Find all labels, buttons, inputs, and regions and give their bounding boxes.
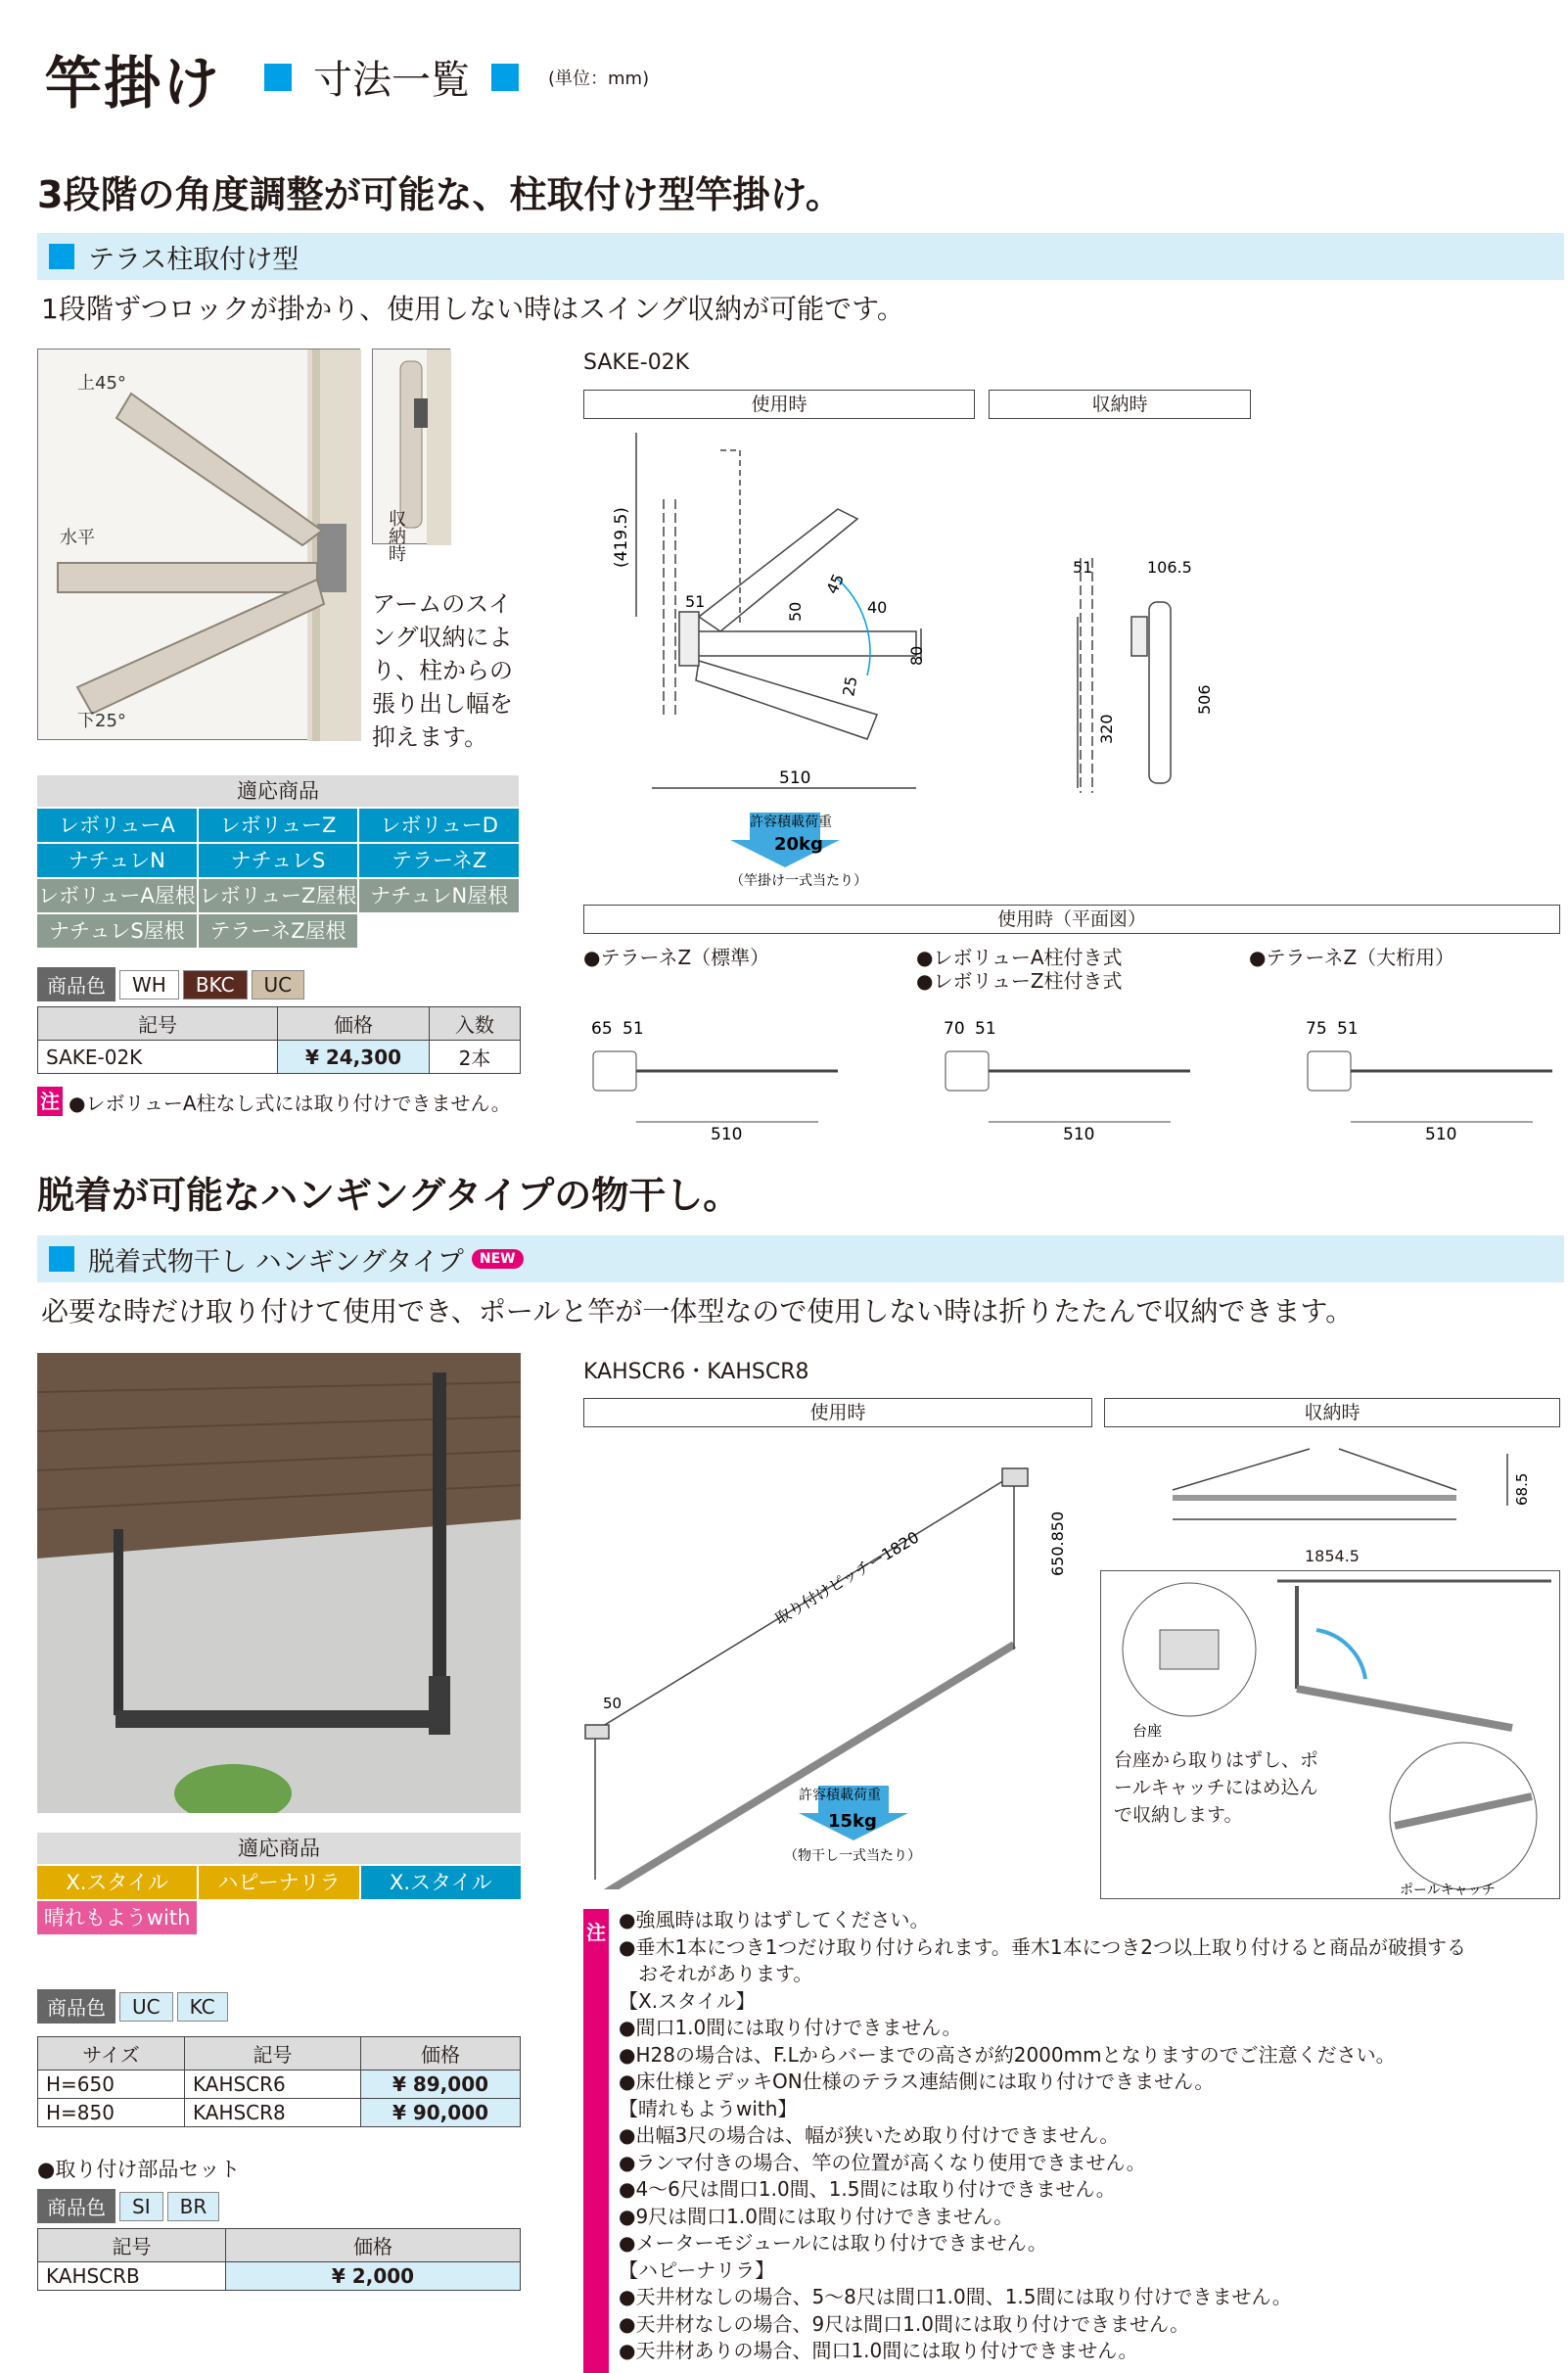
plan-title: ●レボリューA柱付き式 ●レボリューZ柱付き式 [916,946,1123,993]
note-line: ●床仕様とデッキON仕様のテラス連結側には取り付けできません。 [619,2070,1215,2093]
color-label: 商品色 [37,2189,115,2223]
load-note: （物干し一式当たり） [784,1848,921,1864]
product-photo-stored [372,349,450,544]
dim-510: 510 [779,768,811,788]
color-chip-uc: UC [119,1992,173,2022]
note-line: ●4～6尺は間口1.0間、1.5間には取り付けできません。 [619,2177,1116,2201]
note-line: おそれがあります。 [619,1962,813,1985]
note-line: ●天井材なしの場合、9尺は間口1.0間には取り付けできません。 [619,2311,1190,2336]
accent-square-icon [491,64,519,91]
dim-80: 80 [907,645,926,666]
note-line: 【ハピーナリラ】 [619,2257,775,2282]
stored-label: 収納時 [386,509,406,562]
dim-stored-width-label: 1854.5 [1305,1547,1360,1565]
dim-419: (419.5) [612,507,631,568]
applicable-products-2 [37,1833,521,1934]
table-row [38,2071,521,2099]
note-line: ●間口1.0間には取り付けできません。 [619,2016,962,2039]
color-chip-si: SI [119,2192,163,2221]
plan-drawing [916,1014,1239,1141]
load-value: 15kg [828,1811,877,1832]
color-label: 商品色 [37,967,115,1001]
load-label: 許容積載荷重 [750,814,832,830]
section2-heading: 脱着が可能なハンギングタイプの物干し。 [37,1174,741,1217]
dim-store-506: 506 [1195,684,1214,715]
page-subtitle-group [264,49,649,105]
applicable-grid [37,809,519,948]
applicable-title: 適応商品 [37,775,519,807]
dim-height: 650.850 [1048,1511,1067,1576]
plan-title: ●テラーネZ（大桁用） [1249,946,1455,969]
col-price: 価格 [226,2229,521,2262]
detail-box [1100,1570,1560,1899]
plan-dim: 75 [1306,1019,1327,1039]
note-line: 【X.スタイル】 [619,1988,756,2013]
note-line: ●ランマ付きの場合、竿の位置が高くなり使用できません。 [619,2150,1146,2174]
color-chip-kc: KC [177,1992,228,2022]
table-row [38,2262,521,2291]
note-line: ●H28の場合は、F.Lからバーまでの高さが約2000mmとなりますのでご注意ください。 [619,2042,1396,2067]
product-chip: 晴れもようwith [37,1901,197,1934]
accent-square-icon [49,244,74,269]
plan-dim: 510 [1063,1125,1095,1141]
parts-title: ●取り付け部品セット [37,2158,241,2181]
cell-code: KAHSCR8 [185,2099,361,2127]
note-line: ●天井材なしの場合、5～8尺は間口1.0間、1.5間には取り付けできません。 [619,2285,1292,2308]
dim-store-51: 51 [1073,558,1093,577]
product-chip: レボリューZ [199,809,358,842]
price-table-2 [37,2036,521,2127]
plan-dim: 51 [975,1019,996,1039]
unit-note: (単位：mm) [548,68,650,89]
note-line: ●メーターモジュールには取り付けできません。 [619,2231,1047,2255]
dim-stored-height: 68.5 [1513,1472,1531,1506]
plan-view [583,946,906,1141]
note-line: ●強風時は取りはずしてください。 [619,1908,930,1931]
detail-caption: 台座から取りはずし、ポールキャッチにはめ込んで収納します。 [1114,1749,1319,1826]
product-photo-arm [37,349,360,740]
cell-price: ¥ 24,300 [278,1041,430,1074]
product-chip: レボリューD [359,809,519,842]
plan-dim: 51 [1337,1019,1359,1039]
plan-drawing [1249,1014,1568,1141]
dim-store-106: 106.5 [1147,558,1192,577]
diagram1-use-label: 使用時 [583,390,975,419]
applicable-grid [37,1866,521,1934]
dim-store-320: 320 [1097,714,1116,744]
applicable-title: 適応商品 [37,1833,521,1864]
diagram1-plan-label: 使用時（平面図） [583,905,1560,934]
product-chip: レボリューZ屋根 [199,879,358,912]
note-1 [37,1087,511,1116]
notes-list [619,1907,1558,2365]
note-text: ●レボリューA柱なし式には取り付けできません。 [69,1091,511,1115]
cell-size: H=850 [38,2099,185,2127]
detail-illustration [1101,1571,1559,1898]
product-photo-hanging [37,1353,521,1813]
color-options-2 [37,1989,228,2024]
color-chip-wh: WH [119,970,179,1000]
cell-price: ¥ 2,000 [226,2262,521,2291]
col-code: 記号 [38,1007,278,1041]
dim-a25: 25 [839,675,861,698]
note-line: 【晴れもようwith】 [619,2096,798,2120]
page-subtitle: 寸法一覧 [313,58,470,103]
dim-50: 50 [603,1695,623,1712]
diagram1-model: SAKE-02K [583,350,690,375]
angle-down-label: 下25° [77,711,126,731]
note-line: ●天井材ありの場合、間口1.0間には取り付けできません。 [619,2339,1138,2362]
section2-band [37,1235,1564,1282]
product-chip: レボリューA [37,809,197,842]
plan-dim: 51 [623,1019,644,1039]
load-label: 許容積載荷重 [799,1788,881,1803]
col-code: 記号 [38,2229,226,2262]
plan-drawing [583,1014,906,1141]
plan-dim: 510 [711,1125,743,1141]
diagram2-use-drawing [583,1429,1092,1889]
product-chip: ナチュレN屋根 [359,879,519,912]
diagram2-store-label: 収納時 [1104,1398,1560,1427]
plan-dim: 65 [591,1019,613,1039]
cell-code: SAKE-02K [38,1041,278,1074]
note-mark: 注 [37,1087,63,1116]
product-chip: レボリューA屋根 [37,879,197,912]
color-options-1 [37,967,304,1001]
col-price: 価格 [278,1007,430,1041]
color-chip-uc: UC [252,970,305,1000]
plan-view [1249,946,1568,1141]
section1-caption: アームのスイング収納により、柱からの張り出し幅を抑えます。 [372,590,513,751]
product-chip: ナチュレN [37,844,197,877]
price-table-1 [37,1006,521,1074]
plan-view [916,946,1239,1141]
arm-illustration [38,349,361,741]
angle-up-label: 上45° [77,373,126,394]
load-note: （竿掛け一式当たり） [730,873,867,889]
hanging-illustration [37,1353,521,1813]
dim-pitch: 取り付けピッチー1820 [771,1527,923,1629]
col-code: 記号 [185,2037,361,2071]
section1-heading: 3段階の角度調整が可能な、柱取付け型竿掛け。 [37,173,843,216]
cell-qty: 2本 [430,1041,521,1074]
angle-level-label: 水平 [60,528,95,548]
product-chip: X.スタイル [361,1866,521,1899]
parts-color-options [37,2189,219,2223]
dim-50: 50 [786,601,805,622]
section1-lead: 1段階ずつロックが掛かり、使用しない時はスイング収納が可能です。 [41,293,904,325]
section2-band-title: 脱着式物干し ハンギングタイプ [88,1246,464,1278]
section1-band [37,233,1564,280]
dim-51: 51 [685,592,706,611]
load-value: 20kg [774,834,823,855]
applicable-products-1 [37,775,519,948]
product-chip: ハピーナリラ [199,1866,358,1899]
new-badge: NEW [472,1249,524,1269]
parts-price-table [37,2228,521,2291]
dim-40: 40 [867,598,888,617]
note-mark: 注 [583,1909,609,2373]
product-chip: ナチュレS屋根 [37,914,197,948]
color-chip-br: BR [167,2192,220,2221]
plan-title: ●テラーネZ（標準） [583,946,770,969]
accent-square-icon [264,64,292,91]
diagram1-store-label: 収納時 [989,390,1251,419]
product-chip: ナチュレS [199,844,358,877]
diagram2-model: KAHSCR6・KAHSCR8 [583,1360,809,1384]
table-row [38,1041,521,1074]
product-chip: テラーネZ屋根 [199,914,358,948]
dim-a45: 45 [822,571,849,597]
plan-views [583,946,1562,1141]
section1-band-title: テラス柱取付け型 [88,244,300,275]
cell-price: ¥ 90,000 [361,2099,521,2127]
page-title: 竿掛け [45,50,222,116]
accent-square-icon [49,1246,74,1272]
cell-code: KAHSCRB [38,2262,226,2291]
color-chip-bkc: BKC [183,970,248,1000]
section2-lead: 必要な時だけ取り付けて使用でき、ポールと竿が一体型なので使用しない時は折りたたんで収納できます。 [41,1295,1354,1327]
diagram2-store-drawing [1104,1429,1564,1527]
product-chip: X.スタイル [37,1866,197,1899]
note-line: ●9尺は間口1.0間には取り付けできません。 [619,2204,1014,2228]
diagram1-drawing [583,421,1268,901]
catch-label: ポールキャッチ [1400,1883,1496,1898]
note-line: ●出幅3尺の場合は、幅が狭いため取り付けできません。 [619,2123,1120,2147]
col-qty: 入数 [430,1007,521,1041]
cell-price: ¥ 89,000 [361,2071,521,2099]
note-line: ●垂木1本につき1つだけ取り付けられます。垂木1本につき2つ以上取り付けると商品が破損する [619,1934,1466,1959]
product-chip: テラーネZ [359,844,519,877]
diagram2-use-label: 使用時 [583,1398,1092,1427]
plan-dim: 70 [944,1019,965,1039]
base-label: 台座 [1132,1722,1163,1740]
plan-dim: 510 [1425,1125,1457,1141]
cell-code: KAHSCR6 [185,2071,361,2099]
table-row [38,2099,521,2127]
cell-size: H=650 [38,2071,185,2099]
col-size: サイズ [38,2037,185,2071]
color-label: 商品色 [37,1989,115,2024]
col-price: 価格 [361,2037,521,2071]
